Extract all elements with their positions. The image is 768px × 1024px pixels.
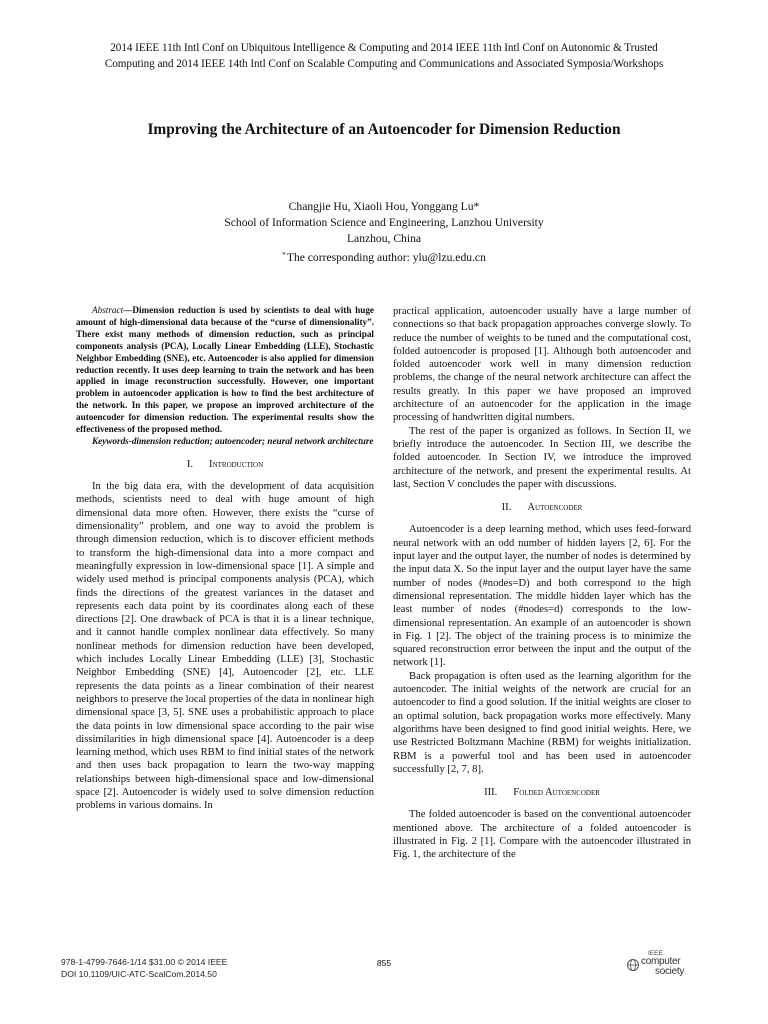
conference-header [20,40,748,72]
intro-paragraph-3: The rest of the paper is organized as follows. In Section II, we briefly introduce the autoencoder. In Section III, we describe the folded autoencoder. In Section IV, we introduce the improved architecture of the network, and present the experimental results. At last, Section V concludes the paper with discussions. [393,425,691,490]
logo-globe-icon [626,958,640,972]
corresponding-mark: * [282,250,286,259]
abstract-text: —Dimension reduction is used by scientists to deal with huge amount of high-dimensional data because of the “curse of dimensionality”. There exist many methods of dimension reduction, such as principal components analysis (PCA), Locally Linear Embedding (LLE), Stochastic Neighbor Embedding (SNE), etc. Autoencoder is also applied for dimension reduction recently. It uses deep learning to train the network and has been applied in image reconstruction successfully. However, one important problem in autoencoder application is how to find the best architecture of the network. In this paper, we propose an improved architecture of the autoencoder for dimension reduction. The experimental results show the effectiveness of the proposed method. [76,305,374,435]
left-column [76,305,374,813]
corresponding-author-text: The corresponding author: ylu@lzu.edu.cn [286,251,486,264]
author-block [20,199,748,266]
paper-title: Improving the Architecture of an Autoencoder for Dimension Reduction [147,121,621,138]
abstract-lead: Abstract [92,305,124,315]
folded-paragraph-1: The folded autoencoder is based on the conventional autoencoder mentioned above. The architecture of a folded autoencoder is illustrated in Fig. 2 [1]. Compare with the autoencoder illustrated in Fig. 1, the architecture of the [393,809,691,861]
footer-doi: DOI 10.1109/UIC-ATC-ScalCom.2014.50 [61,968,217,979]
section-heading-introduction [76,458,374,471]
author-affiliation: School of Information Science and Engineering, Lanzhou University [224,216,544,229]
section-heading-folded-autoencoder [393,786,691,799]
section-title: Introduction [209,458,264,470]
abstract [76,305,374,436]
section-title: Autoencoder [527,502,583,514]
logo-computer-text: computer [641,956,681,967]
page-number: 855 [376,958,392,968]
section-heading-autoencoder [393,501,691,514]
author-location: Lanzhou, China [346,232,422,245]
section-number: I. [186,458,194,470]
right-column [393,305,691,862]
corresponding-author [20,247,748,266]
section-number: II. [501,502,512,514]
ieee-computer-society-logo [626,950,696,982]
intro-paragraph-1: In the big data era, with the development of data acquisition methods, scientists need to deal with huge amount of high dimensional data more often. However, there exists the “curse of dimensionality” problem, and one way to avoid the problem is through dimension reduction, which is to discover efficient methods to transform the high-dimensional data into a more compact and meaningfully expression in low-dimensional space [1]. A simple and widely used method is principal components analysis (PCA), which finds the directions of the greatest variances in the dataset and represents each data point by its coordinates along each of these directions [2]. One drawback of PCA is that it is a linear technique, and it cannot handle complex nonlinear data effectively. So many nonlinear methods for dimension reduction have been developed, which includes Locally Linear Embedding (LLE) [3], Stochastic Neighbor Embedding (SNE) [4], Autoencoder [2], etc. LLE represents the data points as a linear combination of their nearest neighbors to preserve the local properties of the data in nonlinear high dimensional space [3, 5]. SNE uses a probabilistic approach to place the data points in low dimensional space according to the pair wise dissimilarities in high dimensional space [4]. Autoencoder is a deep learning method, which uses RBM to find initial states of the network and then uses back propagation to learn the two-way mapping relationships between high-dimensional space and low-dimensional space [2]. Autoencoder is widely used to solve dimension reduction problems in various domains. In [76,481,374,812]
conference-header-line2: Computing and 2014 IEEE 14th Intl Conf on Scalable Computing and Communications and Associated Symposia/Workshops [104,58,664,70]
intro-paragraph-2: practical application, autoencoder usually have a large number of connections so that back propagation approaches converge slowly. To reduce the number of weights to be tuned and the computational cost, folded autoencoder is proposed [1]. Although both autoencoder and folded autoencoder work well in many dimension reduction problems, the change of the neural network architecture can affect the results greatly. In this paper we have proposed an improved architecture of an autoencoder for the application in the image processing of handwritten digital numbers. [393,306,691,424]
logo-society-text: society [655,966,685,977]
keywords-lead: Keywords- [92,435,132,446]
section-title: Folded Autoencoder [513,787,600,799]
author-names: Changjie Hu, Xiaoli Hou, Yonggang Lu* [288,200,480,213]
section-number: III. [484,787,498,799]
footer-isbn: 978-1-4799-7646-1/14 $31.00 © 2014 IEEE [61,957,228,967]
conference-header-line1: 2014 IEEE 11th Intl Conf on Ubiquitous Intelligence & Computing and 2014 IEEE 11th Intl Conf on Autonomic & Trusted [110,42,658,54]
autoencoder-paragraph-1: Autoencoder is a deep learning method, which uses feed-forward neural network with an odd number of hidden layers [2, 6]. For the input layer and the output layer, the number of nodes is determined by the input data X. So the input layer and the output layer have the same number of nodes (#nodes=D) and both correspond to the high dimensional representation. The middle hidden layer which has the least number of nodes (#nodes=d) corresponds to the low-dimensional representation. An example of an autoencoder is shown in Fig. 1 [2]. The object of the training process is to minimize the squared reconstruction error between the input and the output of the network [1]. [393,524,692,669]
keywords-text: dimension reduction; autoencoder; neural network architecture [131,435,374,446]
autoencoder-paragraph-2: Back propagation is often used as the learning algorithm for the autoencoder. The initial weights of the network are crucial for an autoencoder to find a good solution. If the initial weights are closer to an optimal solution, back propagation works more effectively. Many algorithms have been designed to find good initial weights. Here, we use Restricted Boltzmann Machine (RBM) for weights initialization. RBM is a powerful tool and has been used in autoencoder successfully [2, 7, 8]. [393,670,691,775]
logo-ieee-text: IEEE [648,950,663,957]
keywords [76,436,374,448]
